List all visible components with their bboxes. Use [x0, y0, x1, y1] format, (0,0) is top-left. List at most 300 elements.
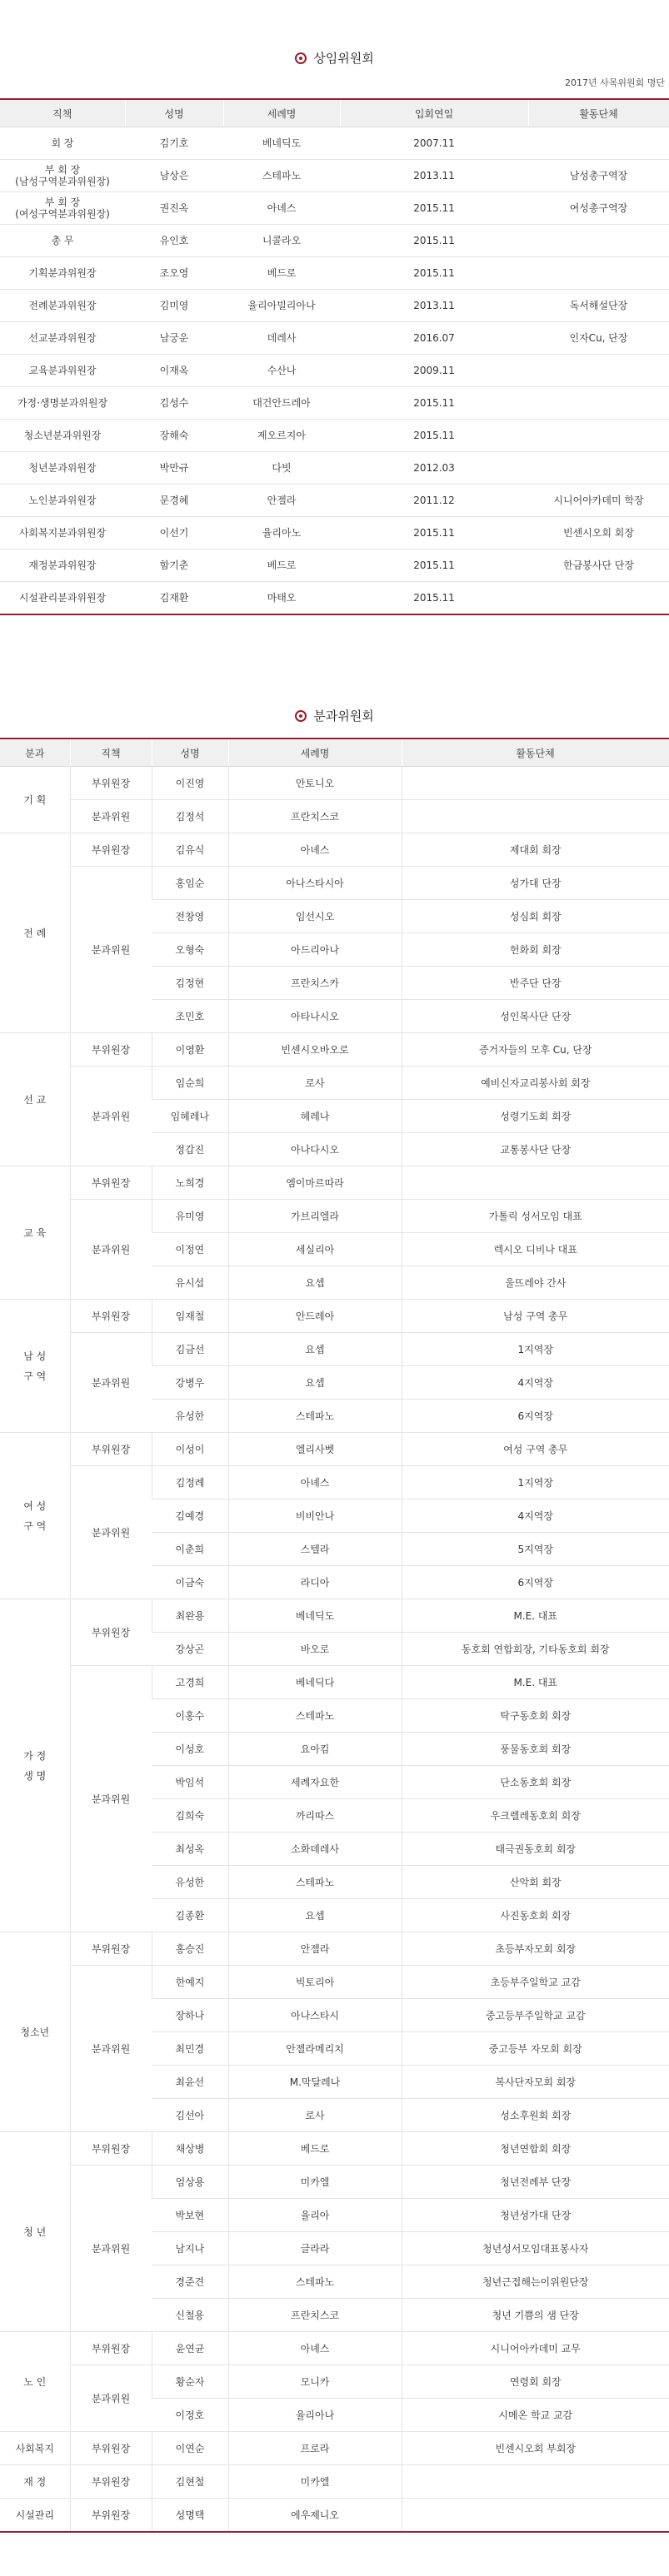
cell-baptismal-name [228, 1266, 402, 1300]
cell-text: 최민경 [175, 2042, 205, 2055]
cell-name [152, 1166, 228, 1200]
cell-baptismal-name [228, 1067, 402, 1100]
table-row [0, 2332, 669, 2365]
cell-text: 이영환 [175, 1043, 205, 1056]
cell-baptismal-name [223, 160, 340, 192]
cell-position [0, 192, 125, 225]
position-label: 부위원장 [91, 2509, 131, 2521]
cell-activity-group [402, 1333, 669, 1366]
cell-name [152, 1666, 228, 1699]
cell-text: 조오영 [159, 267, 189, 279]
cell-position [0, 290, 125, 322]
cell-baptismal-name [228, 1932, 402, 1966]
cell-join-date [340, 160, 528, 192]
cell-name [152, 1966, 228, 1999]
cell-text: 함기춘 [159, 559, 189, 571]
position-label: 부위원장 [91, 1310, 131, 1322]
position-label: 분과위원 [91, 2392, 131, 2404]
table-row [0, 767, 669, 800]
cell-text: 소화데레사 [291, 1842, 339, 1855]
cell-text: 신철용 [175, 2309, 205, 2321]
cell-baptismal-name [228, 2365, 402, 2399]
cell-baptismal-name [228, 1899, 402, 1932]
cell-activity-group [402, 1599, 669, 1633]
circle-bullet-icon [295, 710, 307, 722]
cell-text: 1지역장 [517, 1343, 553, 1355]
cell-activity-group [402, 2166, 669, 2199]
table-row [0, 1599, 669, 1633]
table-row [0, 322, 669, 355]
cell-activity-group [528, 485, 669, 517]
cell-baptismal-name [228, 2265, 402, 2299]
cell-baptismal-name [223, 485, 340, 517]
cell-position [0, 485, 125, 517]
cell-baptismal-name [228, 1333, 402, 1366]
cell-name [152, 2365, 228, 2399]
cell-text: M.막달레나 [289, 2076, 341, 2088]
cell-text: 김미영 [159, 300, 189, 311]
cell-name [152, 900, 228, 933]
cell-activity-group [528, 550, 669, 582]
cell-text: 김정현 [175, 977, 205, 989]
cell-activity-group [402, 933, 669, 967]
table-row [0, 2499, 669, 2533]
cell-name [152, 2432, 228, 2465]
cell-name [152, 1833, 228, 1866]
cell-text: 인자Cu, 단장 [569, 332, 628, 344]
table-row [0, 1433, 669, 1466]
table-row [0, 1067, 669, 1100]
cell-text: 2009.11 [413, 365, 455, 376]
cell-name [152, 1699, 228, 1733]
cell-baptismal-name [223, 452, 340, 485]
cell-position [70, 2166, 152, 2332]
cell-text: 한금봉사단 단장 [563, 559, 634, 571]
cell-activity-group [402, 1932, 669, 1966]
table-row [0, 225, 669, 257]
cell-text: 베네딕도 [295, 1609, 335, 1622]
cell-baptismal-name [223, 127, 340, 160]
cell-text: 엘리사벳 [295, 1443, 335, 1455]
cell-text: 임순희 [175, 1077, 205, 1089]
cell-activity-group [402, 1633, 669, 1666]
cell-position [70, 1166, 152, 1200]
cell-text: 스텔라 [300, 1543, 330, 1555]
cell-text: 김선아 [175, 2109, 205, 2121]
cell-text: 로사 [305, 2109, 325, 2121]
committee-name: 교 육 [23, 1226, 47, 1239]
cell-text: 스테파노 [295, 1709, 335, 1722]
roster-caption: 2017년 사목위원회 명단 [565, 77, 665, 88]
cell-text: 2012.03 [413, 462, 455, 474]
cell-name [152, 2032, 228, 2066]
cell-join-date [340, 452, 528, 485]
cell-activity-group [402, 1100, 669, 1133]
cell-activity-group [402, 1799, 669, 1833]
position-label: 부위원장 [91, 2442, 131, 2454]
cell-text: 요아킴 [300, 1743, 330, 1755]
cell-activity-group [402, 1699, 669, 1733]
cell-text: 연령회 회장 [509, 2375, 562, 2388]
cell-text: 2013.11 [413, 170, 455, 182]
table-row [0, 550, 669, 582]
circle-bullet-icon [295, 52, 307, 64]
cell-name [152, 1766, 228, 1799]
cell-activity-group [402, 1000, 669, 1033]
cell-text: 초등부주일학교 교감 [490, 1976, 581, 1988]
cell-text: 태극권동호회 회장 [495, 1842, 577, 1855]
cell-text: 김성수 [159, 397, 189, 409]
cell-baptismal-name [228, 2032, 402, 2066]
cell-name [152, 1100, 228, 1133]
cell-text: 1지역장 [517, 1476, 553, 1489]
cell-text: 프란치스카 [291, 977, 339, 989]
cell-text: 수산나 [267, 365, 297, 376]
cell-join-date [340, 355, 528, 387]
cell-text: 선교분과위원장 [28, 332, 97, 344]
committee-name: 청소년 [20, 2026, 50, 2038]
cell-name [152, 2265, 228, 2299]
cell-text: 대건안드레아 [252, 397, 311, 409]
cell-activity-group [528, 452, 669, 485]
cell-text: 이춘희 [175, 1543, 205, 1555]
cell-position [0, 257, 125, 290]
cell-join-date [340, 192, 528, 225]
cell-baptismal-name [228, 833, 402, 867]
cell-position [70, 867, 152, 1033]
cell-name [125, 582, 223, 615]
cell-text: 시메온 학교 교감 [498, 2409, 573, 2421]
cell-text: 이정호 [175, 2409, 205, 2421]
cell-position [70, 1300, 152, 1333]
cell-text: 채상병 [175, 2142, 205, 2155]
cell-activity-group [528, 355, 669, 387]
cell-activity-group [402, 2299, 669, 2332]
cell-text: 이성이 [175, 1443, 205, 1455]
cell-baptismal-name [228, 2299, 402, 2332]
cell-text: 2016.07 [413, 332, 455, 344]
cell-name [152, 2066, 228, 2099]
cell-text: 아나스타시 [291, 2009, 339, 2022]
cell-text: 2013.11 [413, 300, 455, 311]
cell-text: 아드리아나 [291, 943, 339, 956]
cell-activity-group [402, 1166, 669, 1200]
cell-text: 청소년분과위원장 [23, 430, 102, 441]
cell-text: 정갑진 [175, 1143, 205, 1156]
cell-text: 울뜨레야 간사 [505, 1276, 567, 1289]
committee-name: 여 성 구 역 [23, 1499, 47, 1532]
cell-position [70, 2499, 152, 2533]
cell-committee [0, 1932, 70, 2132]
cell-text: 제대회 회장 [509, 843, 562, 856]
position-label: 부위원장 [91, 1443, 131, 1455]
cell-position [0, 355, 125, 387]
cell-name [152, 2099, 228, 2132]
position-label: 분과위원 [91, 1243, 131, 1256]
cell-text: 성령기도회 회장 [500, 1110, 572, 1122]
standing-committee-section [0, 0, 669, 658]
committee-name: 기 획 [23, 793, 47, 806]
cell-activity-group [402, 2099, 669, 2132]
cell-text: 성인복사단 단장 [500, 1010, 572, 1022]
cell-text: 성소후원회 회장 [500, 2109, 572, 2121]
cell-activity-group [402, 2199, 669, 2232]
cell-name [152, 1233, 228, 1266]
cell-activity-group [402, 1067, 669, 1100]
cell-baptismal-name [228, 1599, 402, 1633]
table-row [0, 833, 669, 867]
cell-baptismal-name [228, 1466, 402, 1499]
cell-text: 요셉 [305, 1343, 325, 1355]
cell-text: 황순자 [175, 2375, 205, 2388]
cell-text: 재정분과위원장 [28, 559, 97, 571]
cell-text: 가브리엘라 [291, 1210, 339, 1222]
cell-baptismal-name [228, 2499, 402, 2533]
cell-name [152, 1033, 228, 1067]
cell-text: 산악회 회장 [509, 1876, 562, 1888]
cell-committee [0, 1433, 70, 1599]
cell-committee [0, 767, 70, 833]
cell-baptismal-name [228, 1666, 402, 1699]
cell-activity-group [402, 767, 669, 800]
position-label: 분과위원 [91, 1110, 131, 1122]
cell-activity-group [402, 833, 669, 867]
cell-text: 요셉 [305, 1376, 325, 1389]
cell-join-date [340, 290, 528, 322]
cell-name [125, 517, 223, 550]
cell-join-date [340, 127, 528, 160]
cell-name [125, 160, 223, 192]
cell-text: 김현철 [175, 2475, 205, 2488]
cell-committee [0, 2432, 70, 2465]
cell-text: 2015.11 [413, 202, 455, 214]
cell-baptismal-name [223, 517, 340, 550]
table-header-row [0, 99, 669, 127]
cell-text: 임재철 [175, 1310, 205, 1322]
cell-committee [0, 1599, 70, 1932]
cell-text: 동호회 연합회장, 기타동호회 회장 [461, 1643, 610, 1655]
cell-name [152, 2132, 228, 2166]
cell-text: 이성호 [175, 1743, 205, 1755]
cell-committee [0, 833, 70, 1033]
committee-name: 선 교 [23, 1093, 47, 1106]
cell-text: 율리아 [300, 2209, 330, 2221]
committee-name: 전 례 [23, 927, 47, 939]
cell-text: 성가대 단장 [509, 877, 562, 889]
cell-name [152, 1300, 228, 1333]
cell-baptismal-name [228, 767, 402, 800]
cell-text: 2015.11 [413, 235, 455, 246]
cell-baptismal-name [228, 1766, 402, 1799]
table-row [0, 1200, 669, 1233]
cell-position [70, 2465, 152, 2499]
table-row [0, 160, 669, 192]
cell-activity-group [402, 900, 669, 933]
cell-activity-group [402, 2032, 669, 2066]
cell-activity-group [528, 127, 669, 160]
cell-text: 안토니오 [295, 777, 335, 789]
cell-position [70, 833, 152, 867]
cell-text: 빅토리아 [295, 1976, 335, 1988]
cell-name [125, 322, 223, 355]
header-name: 성명 [152, 738, 228, 767]
cell-text: 장해숙 [159, 430, 189, 441]
cell-baptismal-name [223, 322, 340, 355]
cell-activity-group [402, 2066, 669, 2099]
cell-name [152, 1533, 228, 1566]
cell-activity-group [528, 517, 669, 550]
table-row [0, 1033, 669, 1067]
cell-text: 김정석 [175, 810, 205, 823]
cell-name [152, 1000, 228, 1033]
cell-activity-group [402, 1666, 669, 1699]
cell-name [152, 1899, 228, 1932]
cell-text: 시설관리분과위원장 [18, 592, 107, 604]
cell-text: 세실리아 [295, 1243, 335, 1256]
cell-text: 마태오 [267, 592, 297, 604]
cell-text: 김종환 [175, 1909, 205, 1922]
cell-name [152, 1866, 228, 1899]
cell-text: 청년성서모임대표봉사자 [482, 2242, 589, 2255]
cell-text: 모니카 [300, 2375, 330, 2388]
table-header-row [0, 738, 669, 767]
position-label: 분과위원 [91, 1526, 131, 1539]
cell-text: 시니어아카데미 교무 [490, 2342, 581, 2355]
cell-name [152, 1932, 228, 1966]
cell-committee [0, 2332, 70, 2432]
cell-text: 성심회 회장 [509, 910, 562, 922]
cell-name [125, 127, 223, 160]
cell-text: 예비신자교리봉사회 회장 [481, 1077, 591, 1089]
header-committee: 분과 [0, 738, 70, 767]
table-row [0, 2132, 669, 2166]
cell-baptismal-name [228, 1499, 402, 1533]
cell-position [0, 127, 125, 160]
header-activity-group: 활동단체 [402, 738, 669, 767]
cell-text: 아녜스 [300, 843, 330, 856]
subcommittee-title: 분과위원회 [313, 709, 374, 724]
cell-text: 박보현 [175, 2209, 205, 2221]
cell-text: 최완용 [175, 1609, 205, 1622]
cell-text: 강상곤 [175, 1643, 205, 1655]
cell-position [70, 1200, 152, 1300]
cell-text: 유시섭 [175, 1276, 205, 1289]
cell-name [152, 2465, 228, 2499]
cell-text: 스테파노 [295, 1410, 335, 1422]
cell-activity-group [402, 967, 669, 1000]
cell-text: 남성총구역장 [569, 170, 628, 182]
cell-text: 율리아빌리아나 [247, 300, 316, 311]
cell-text: 로사 [305, 1077, 325, 1089]
cell-name [152, 1133, 228, 1166]
cell-position [70, 1466, 152, 1599]
cell-position [70, 2432, 152, 2465]
cell-name [152, 1200, 228, 1233]
cell-text: 부 회 장 (여성구역분과위원장) [15, 196, 110, 220]
cell-text: 안드레아 [295, 1310, 335, 1322]
cell-text: 청년전례부 단장 [500, 2176, 572, 2188]
cell-text: 박만규 [159, 462, 189, 474]
cell-text: 장하나 [175, 2009, 205, 2022]
header-baptismal-name: 세례명 [223, 99, 340, 127]
cell-activity-group [402, 1999, 669, 2032]
cell-name [152, 1466, 228, 1499]
table-row [0, 1932, 669, 1966]
table-row [0, 485, 669, 517]
cell-text: 헌화회 회장 [509, 943, 562, 956]
cell-committee [0, 1033, 70, 1166]
cell-position [70, 800, 152, 833]
standing-committee-heading [0, 48, 669, 68]
cell-text: 교육분과위원장 [28, 365, 97, 376]
cell-text: 시니어아카데미 학장 [553, 495, 644, 506]
cell-activity-group [402, 1733, 669, 1766]
position-label: 부위원장 [91, 2142, 131, 2155]
cell-activity-group [402, 1466, 669, 1499]
cell-text: 여성 구역 총무 [503, 1443, 568, 1455]
cell-text: 6지역장 [517, 1576, 553, 1589]
cell-position [70, 1666, 152, 1932]
cell-baptismal-name [228, 867, 402, 900]
cell-text: 교통봉사단 단장 [500, 1143, 572, 1156]
cell-activity-group [528, 290, 669, 322]
cell-text: 베네딕다 [295, 1676, 335, 1688]
cell-text: 경준견 [175, 2275, 205, 2288]
cell-name [152, 1433, 228, 1466]
cell-name [152, 2299, 228, 2332]
cell-baptismal-name [228, 2465, 402, 2499]
cell-baptismal-name [228, 1200, 402, 1233]
cell-text: 탁구동호회 회장 [500, 1709, 572, 1722]
table-row [0, 1166, 669, 1200]
table-row [0, 355, 669, 387]
cell-activity-group [402, 1133, 669, 1166]
cell-position [0, 420, 125, 452]
cell-text: 아녜스 [267, 202, 297, 214]
cell-text: 2015.11 [413, 397, 455, 409]
cell-activity-group [402, 2465, 669, 2499]
cell-text: 이홍수 [175, 1709, 205, 1722]
cell-text: 총 무 [51, 235, 74, 246]
header-activity-group: 활동단체 [528, 99, 669, 127]
cell-join-date [340, 550, 528, 582]
cell-text: 우크렐레동호회 회장 [490, 1809, 581, 1822]
cell-text: 미카엘 [300, 2475, 330, 2488]
cell-baptismal-name [228, 1133, 402, 1166]
cell-text: 권진옥 [159, 202, 189, 214]
header-position: 직책 [0, 99, 125, 127]
table-row [0, 2365, 669, 2399]
cell-text: 아타나시오 [291, 1010, 339, 1022]
header-join-date: 입회연일 [340, 99, 528, 127]
cell-text: 2007.11 [413, 137, 455, 149]
cell-text: 세례자요한 [291, 1776, 339, 1788]
cell-text: 남지나 [175, 2242, 205, 2255]
table-row [0, 420, 669, 452]
cell-activity-group [402, 2265, 669, 2299]
position-label: 분과위원 [91, 1793, 131, 1805]
cell-text: 김금선 [175, 1343, 205, 1355]
cell-join-date [340, 225, 528, 257]
cell-activity-group [402, 1566, 669, 1599]
cell-text: 4지역장 [517, 1376, 553, 1389]
cell-text: 스테파노 [295, 1876, 335, 1888]
cell-activity-group [402, 2132, 669, 2166]
table-row [0, 582, 669, 615]
cell-join-date [340, 387, 528, 420]
cell-text: 청년 기쁨의 샘 단장 [492, 2309, 579, 2321]
cell-baptismal-name [228, 1100, 402, 1133]
